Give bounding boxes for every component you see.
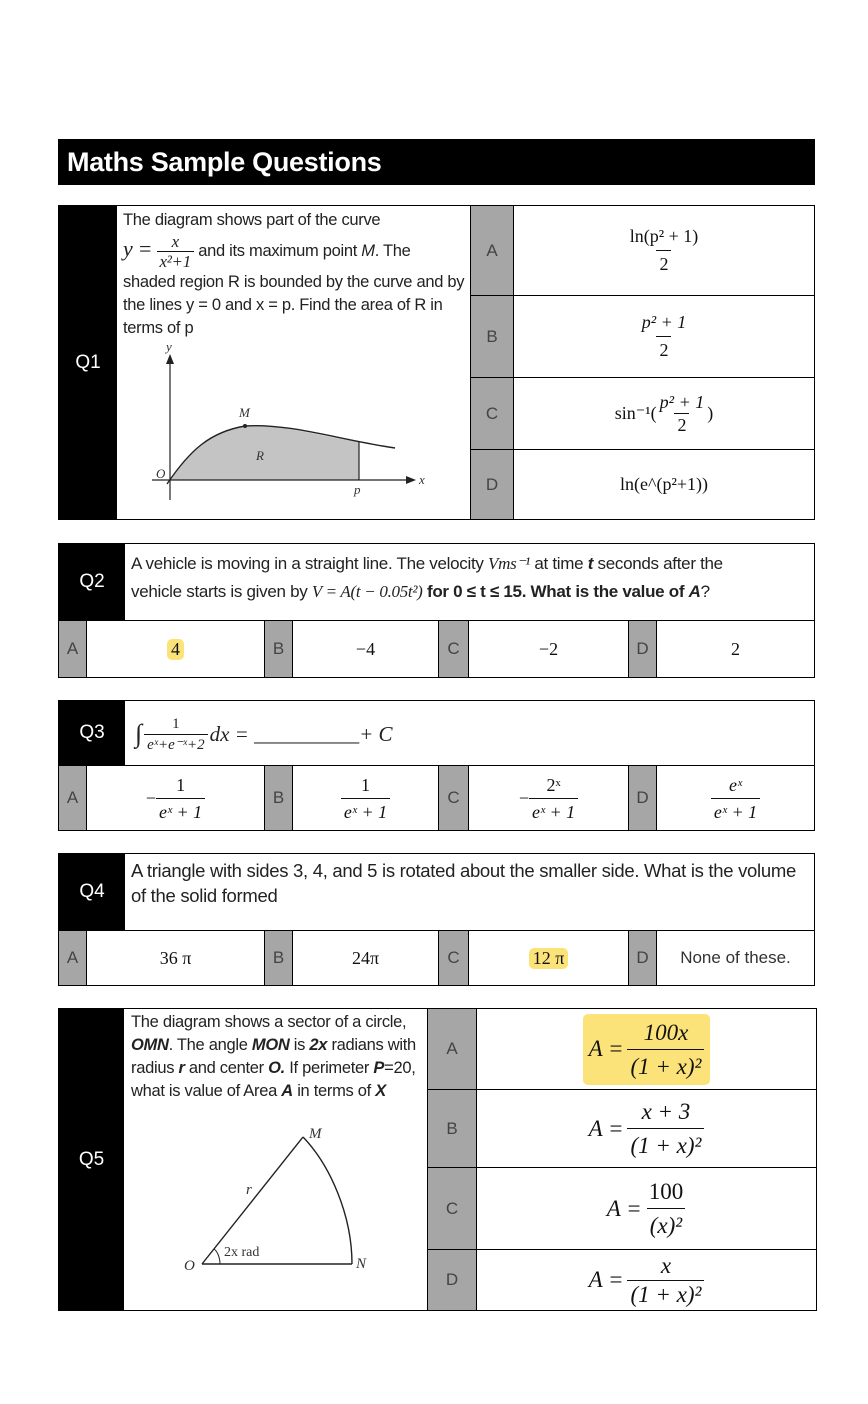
q3-a-num: 1 — [176, 774, 186, 795]
q2-a-value: 4 — [167, 639, 184, 660]
q1-eq-fraction — [157, 232, 194, 271]
q5-t1: The diagram shows a sector of a circle, — [131, 1013, 407, 1031]
q1-eq-den: x²+1 — [157, 251, 194, 271]
q3-option-a[interactable] — [87, 766, 264, 830]
q1-label-x: x — [419, 472, 425, 487]
q1-eq-num: x — [171, 232, 179, 251]
q5-o: O. — [268, 1059, 285, 1077]
q2-option-c[interactable]: −2 — [538, 638, 559, 659]
q4-c-value: 12 π — [529, 948, 569, 969]
q5-option-c-letter[interactable]: C — [428, 1168, 477, 1249]
q5-p: P — [373, 1059, 385, 1077]
q5-b-num: x + 3 — [641, 1099, 691, 1124]
q3-den: eˣ+e⁻ˣ+2 — [144, 734, 207, 755]
q3-num: 1 — [172, 715, 180, 732]
q5-a-den: (1 + x)² — [627, 1049, 704, 1083]
q3-option-b[interactable] — [293, 766, 438, 830]
q3-c-sign: − — [518, 787, 529, 808]
q3-option-c-letter[interactable]: C — [438, 766, 469, 830]
q5-t2: . The angle — [168, 1036, 248, 1054]
q2-formula: V = A(t − 0.05t²) — [311, 582, 423, 601]
q2-option-d-letter[interactable]: D — [628, 621, 657, 677]
q1-option-b-letter[interactable]: B — [471, 296, 514, 377]
q1-text-b: and its maximum point — [198, 241, 357, 260]
q5-label-r: r — [246, 1182, 252, 1198]
q3-b-num: 1 — [361, 774, 370, 795]
q5-label-angle: 2x rad — [224, 1245, 260, 1260]
q2-option-a[interactable] — [87, 621, 264, 677]
question-5-text — [131, 1011, 423, 1103]
q5-d-den: (1 + x)² — [627, 1280, 704, 1309]
q5-x: X — [375, 1082, 386, 1100]
q1-option-c-letter[interactable]: C — [471, 378, 514, 449]
q1-c-den: 2 — [674, 413, 689, 436]
q1-shaded-region — [170, 426, 359, 480]
q1-option-a-letter[interactable]: A — [471, 206, 514, 295]
question-4-label: Q4 — [59, 854, 125, 930]
q5-label-o: O — [184, 1258, 195, 1274]
question-3-label: Q3 — [59, 701, 125, 765]
q3-b-den: eˣ + 1 — [341, 798, 390, 825]
q1-eq-lhs: y = — [123, 235, 153, 261]
q3-option-d[interactable] — [657, 766, 814, 830]
q5-r: r — [178, 1059, 185, 1077]
q1-option-d[interactable]: ln(e^(p²+1)) — [620, 474, 708, 494]
q1-label-r: R — [256, 448, 264, 463]
q5-mon: MON — [251, 1036, 290, 1054]
q2-line1-c: seconds after the — [597, 554, 723, 573]
q5-label-n: N — [356, 1256, 367, 1272]
q1-a-den: 2 — [656, 250, 671, 278]
q5-t5: and center — [188, 1059, 264, 1077]
q1-c-num: p² + 1 — [659, 392, 705, 412]
q4-option-c-letter[interactable]: C — [438, 931, 469, 985]
q3-option-c[interactable] — [469, 766, 628, 830]
q1-x-arrow — [406, 476, 416, 484]
q3-a-den: eˣ + 1 — [156, 798, 205, 825]
q2-var-a: A — [688, 582, 701, 601]
q4-option-c[interactable] — [469, 931, 628, 985]
q5-b-lhs: A = — [588, 1115, 624, 1141]
question-4-text: A triangle with sides 3, 4, and 5 is rotated about the smaller side. What is the volume of the solid formed — [131, 860, 796, 906]
q4-option-a-letter[interactable]: A — [59, 931, 87, 985]
q5-b-den: (1 + x)² — [627, 1128, 704, 1162]
q1-text-c: . The shaded region R is bounded by the curve and by the lines y = 0 and x = p. Find the area of R in terms of p — [123, 241, 465, 337]
q1-label-p: p — [354, 482, 361, 497]
q5-option-d-letter[interactable]: D — [428, 1250, 477, 1310]
q1-option-b[interactable] — [514, 296, 814, 377]
q3-option-d-letter[interactable]: D — [628, 766, 657, 830]
q4-option-a[interactable]: 36 π — [159, 947, 192, 968]
q5-a: A — [281, 1082, 293, 1100]
question-1-label: Q1 — [59, 206, 117, 519]
page-title: Maths Sample Questions — [58, 139, 815, 185]
q4-option-b[interactable]: 24π — [351, 947, 380, 968]
q5-option-b[interactable] — [477, 1090, 816, 1167]
q5-t4: radians with radius — [131, 1036, 416, 1077]
q2-velocity: Vms⁻¹ — [488, 554, 530, 573]
q2-line1-a: A vehicle is moving in a straight line. The velocity — [131, 554, 484, 573]
question-1-text — [123, 209, 467, 340]
q2-line2-c: ? — [700, 582, 710, 601]
q3-integral-sign: ∫ — [135, 719, 143, 748]
q2-line2-a: vehicle starts is given by — [131, 582, 308, 601]
q5-sector-diagram — [170, 1120, 410, 1280]
q5-a-num: 100x — [643, 1019, 689, 1045]
q3-d-den: eˣ + 1 — [711, 798, 760, 825]
q5-option-d[interactable] — [477, 1250, 816, 1310]
q2-option-d[interactable]: 2 — [731, 638, 740, 659]
q1-label-m: M — [239, 405, 250, 420]
q1-b-num: p² + 1 — [641, 312, 687, 332]
q2-option-b[interactable]: −4 — [355, 638, 376, 659]
q4-option-d-letter[interactable]: D — [628, 931, 657, 985]
question-2-text — [131, 550, 811, 606]
q1-option-a[interactable] — [514, 206, 814, 295]
q5-a-lhs: A = — [588, 1036, 624, 1061]
q5-t6: If perimeter — [289, 1059, 370, 1077]
q1-text-a: The diagram shows part of the curve — [123, 211, 381, 229]
q2-line2-b: for 0 ≤ t ≤ 15. What is the value of — [426, 582, 685, 601]
q3-d-num: eˣ — [728, 774, 743, 795]
q1-y-arrow — [166, 354, 174, 364]
question-2-label: Q2 — [59, 544, 125, 620]
q5-option-b-letter[interactable]: B — [428, 1090, 477, 1167]
q3-c-num: 2ˣ — [546, 774, 561, 795]
q5-option-a-letter[interactable]: A — [428, 1009, 477, 1089]
q1-curve-diagram — [140, 340, 440, 510]
q5-a-formula — [583, 1014, 711, 1085]
q5-option-c[interactable] — [477, 1168, 816, 1249]
q5-d-lhs: A = — [588, 1267, 624, 1292]
q5-c-den: (x)² — [647, 1208, 685, 1242]
q5-angle-arc — [214, 1249, 220, 1264]
q4-option-b-letter[interactable]: B — [264, 931, 293, 985]
q4-option-d[interactable]: None of these. — [680, 948, 791, 967]
q5-omn: OMN — [131, 1036, 169, 1054]
q1-b-den: 2 — [656, 336, 671, 364]
q5-t8: in terms of — [297, 1082, 371, 1100]
q5-label-m: M — [309, 1126, 322, 1142]
q2-option-a-letter[interactable]: A — [59, 621, 87, 677]
q1-max-point — [243, 424, 247, 428]
question-5-label: Q5 — [59, 1009, 124, 1310]
q2-option-b-letter[interactable]: B — [264, 621, 293, 677]
q3-a-sign: − — [145, 787, 156, 808]
q5-d-num: x — [660, 1252, 672, 1278]
q1-a-num: ln(p² + 1) — [629, 226, 699, 246]
q5-c-num: 100 — [648, 1179, 684, 1204]
q5-2x: 2x — [309, 1036, 328, 1054]
q5-c-lhs: A = — [606, 1195, 642, 1221]
q2-line1-b: at time — [534, 554, 584, 573]
q5-t7: =20, what is value of Area — [131, 1059, 416, 1100]
question-3-text — [135, 708, 393, 760]
q3-c-den: eˣ + 1 — [529, 798, 578, 825]
q3-option-b-letter[interactable]: B — [264, 766, 293, 830]
q1-label-y: y — [166, 340, 172, 354]
q3-rest: dx = __________+ C — [209, 721, 393, 746]
q1-option-d-letter[interactable]: D — [471, 450, 514, 519]
q1-option-c[interactable] — [514, 378, 814, 449]
q2-t: t — [587, 554, 594, 573]
q5-t3: is — [293, 1036, 306, 1054]
q1-point: M — [361, 241, 375, 260]
q1-label-o: O — [156, 466, 166, 481]
q1-c-pre: sin⁻¹( — [614, 403, 657, 423]
q5-arc-mn — [303, 1137, 352, 1264]
q1-c-post: ) — [707, 403, 714, 423]
q3-option-a-letter[interactable]: A — [59, 766, 87, 830]
q2-option-c-letter[interactable]: C — [438, 621, 469, 677]
q5-option-a[interactable] — [477, 1009, 816, 1089]
